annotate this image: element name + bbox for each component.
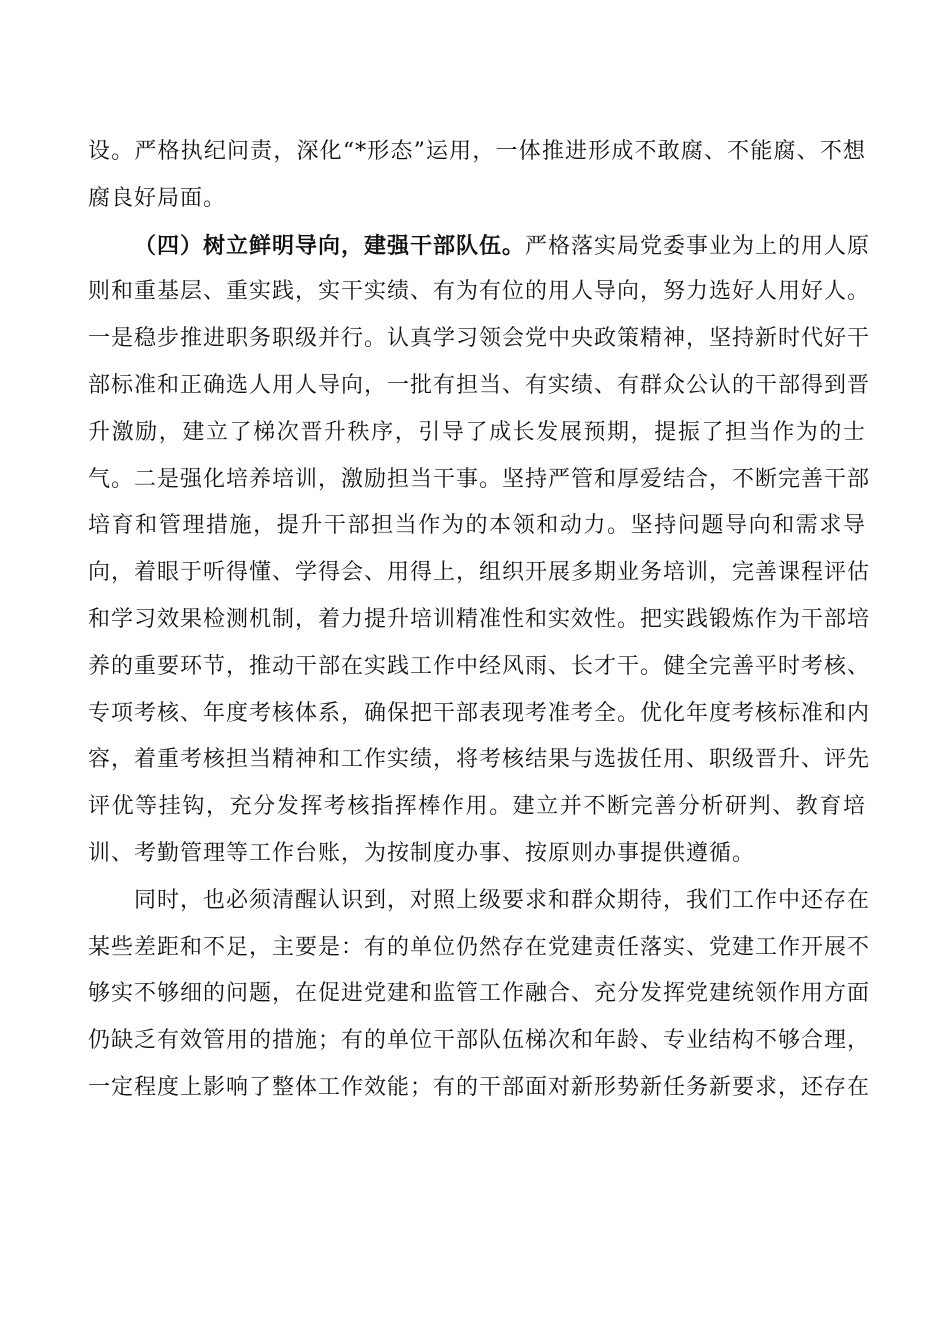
section-heading: （四）树立鲜明导向，建强干部队伍。: [134, 232, 526, 259]
text-line: 某些差距和不足，主要是：有的单位仍然存在党建责任落实、党建工作开展不: [88, 934, 871, 960]
section-heading-line: [88, 223, 871, 270]
text-line: 气。二是强化培养培训，激励担当干事。坚持严管和厚爱结合，不断完善干部: [88, 466, 871, 492]
text-line: 容，着重考核担当精神和工作实绩，将考核结果与选拔任用、职级晋升、评先: [88, 747, 871, 773]
text-line: 部标准和正确选人用人导向，一批有担当、有实绩、有群众公认的干部得到晋: [88, 372, 871, 398]
text-line: 仍缺乏有效管用的措施；有的单位干部队伍梯次和年龄、专业结构不够合理，: [88, 1028, 871, 1054]
section-heading-continuation: 严格落实局党委事业为上的用人原: [525, 233, 871, 259]
paragraph-first-line: 同时，也必须清醒认识到，对照上级要求和群众期待，我们工作中还存在: [134, 887, 871, 913]
text-line: 升激励，建立了梯次晋升秩序，引导了成长发展预期，提振了担当作为的士: [88, 419, 866, 445]
document-body: [88, 129, 871, 1112]
text-line: 一定程度上影响了整体工作效能；有的干部面对新形势新任务新要求，还存在: [88, 1074, 871, 1100]
text-line: 培育和管理措施，提升干部担当作为的本领和动力。坚持问题导向和需求导: [88, 513, 866, 539]
text-line: 向，着眼于听得懂、学得会、用得上，组织开展多期业务培训，完善课程评估: [88, 560, 871, 586]
text-line: 评优等挂钩，充分发挥考核指挥棒作用。建立并不断完善分析研判、教育培: [88, 794, 866, 820]
text-line: 训、考勤管理等工作台账，为按制度办事、按原则办事提供遵循。: [88, 840, 756, 866]
text-line: 设。严格执纪问责，深化“*形态”运用，一体推进形成不敢腐、不能腐、不想: [88, 139, 866, 164]
text-line: 腐良好局面。: [88, 185, 227, 211]
text-line: 一是稳步推进职务职级并行。认真学习领会党中央政策精神，坚持新时代好干: [88, 326, 871, 352]
text-line: 专项考核、年度考核体系，确保把干部表现考准考全。优化年度考核标准和内: [88, 700, 871, 726]
text-line: 则和重基层、重实践，实干实绩、有为有位的用人导向，努力选好人用好人。: [88, 279, 871, 305]
text-line: 够实不够细的问题，在促进党建和监管工作融合、充分发挥党建统领作用方面: [88, 981, 871, 1007]
text-line: 和学习效果检测机制，着力提升培训精准性和实效性。把实践锻炼作为干部培: [88, 606, 871, 632]
text-line: 养的重要环节，推动干部在实践工作中经风雨、长才干。健全完善平时考核、: [88, 653, 871, 679]
